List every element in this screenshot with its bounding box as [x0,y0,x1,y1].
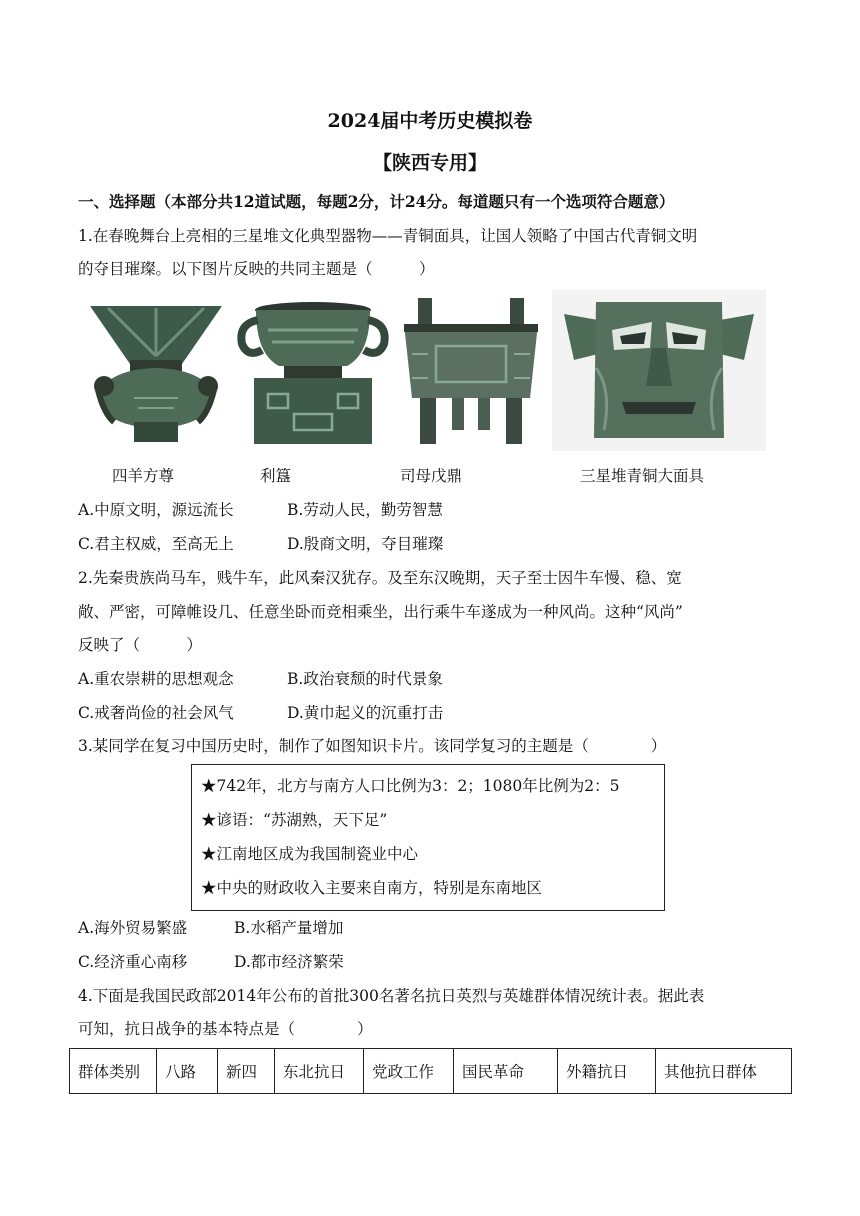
q2-stem-line1: 2.先秦贵族尚马车，贱牛车，此风秦汉犹存。及至东汉晚期，天子至士因牛车慢、稳、宽 [78,569,682,587]
heroes-statistics-table [69,1048,792,1094]
q1-option-b[interactable]: B.劳动人民，勤劳智慧 [287,501,443,519]
q3-option-c[interactable]: C.经济重心南移 [78,953,188,971]
section-heading: 一、选择题（本部分共12道试题，每题2分，计24分。每道题只有一个选项符合题意） [78,192,675,211]
table-header-row [70,1049,792,1094]
table-header-cell: 八路 [157,1049,218,1094]
q2-stem-line2: 敞、严密，可障帷设几、任意坐卧而竞相乘坐，出行乘牛车遂成为一种风尚。这种“风尚” [78,603,683,621]
li-gui-image [234,294,392,450]
q4-stem-line2: 可知，抗日战争的基本特点是（ ） [78,1020,373,1038]
q2-option-c[interactable]: C.戒奢尚俭的社会风气 [78,704,234,722]
q1-stem-line2: 的夺目璀璨。以下图片反映的共同主题是（ ） [78,260,435,278]
page-title: 2024届中考历史模拟卷 [327,110,533,132]
sanxingdui-mask-image [552,290,766,451]
q2-option-b[interactable]: B.政治衰颓的时代景象 [287,670,443,688]
q1-option-c[interactable]: C.君主权威，至高无上 [78,535,234,553]
q3-option-b[interactable]: B.水稻产量增加 [234,919,344,937]
q4-stem-line1: 4.下面是我国民政部2014年公布的首批300名著名抗日英烈与英雄群体情况统计表。据此表 [78,987,705,1005]
simuwu-ding-image [392,294,550,450]
table-header-cell: 其他抗日群体 [656,1049,792,1094]
caption-four-sheep-zun: 四羊方尊 [112,467,175,485]
table-header-cell: 新四 [218,1049,275,1094]
caption-li-gui: 利簋 [260,467,292,485]
four-sheep-zun-image [78,294,234,450]
table-header-cell: 外籍抗日 [558,1049,656,1094]
card-item: ★江南地区成为我国制瓷业中心 [201,845,419,863]
q3-option-d[interactable]: D.都市经济繁荣 [234,953,344,971]
card-item: ★谚语：“苏湖熟，天下足” [201,811,388,829]
caption-simuwu-ding: 司母戊鼎 [400,467,463,485]
card-item: ★中央的财政收入主要来自南方，特别是东南地区 [201,879,543,897]
q1-option-d[interactable]: D.殷商文明，夺目璀璨 [287,535,444,553]
q1-stem-line1: 1.在春晚舞台上亮相的三星堆文化典型器物——青铜面具，让国人领略了中国古代青铜文明 [78,227,698,245]
table-header-cell: 国民革命 [454,1049,558,1094]
page-subtitle: 【陕西专用】 [372,152,487,174]
table-header-cell: 党政工作 [364,1049,454,1094]
q1-option-a[interactable]: A.中原文明，源远流长 [78,501,234,519]
knowledge-card [191,764,665,911]
q3-stem: 3.某同学在复习中国历史时，制作了如图知识卡片。该同学复习的主题是（ ） [78,737,667,755]
q2-option-a[interactable]: A.重农崇耕的思想观念 [78,670,234,688]
table-header-cell: 群体类别 [70,1049,157,1094]
q2-stem-line3: 反映了（ ） [78,636,203,654]
q3-option-a[interactable]: A.海外贸易繁盛 [78,919,188,937]
caption-sanxingdui-mask: 三星堆青铜大面具 [580,467,705,485]
table-header-cell: 东北抗日 [275,1049,364,1094]
card-item: ★742年，北方与南方人口比例为3：2；1080年比例为2：5 [201,777,620,795]
q2-option-d[interactable]: D.黄巾起义的沉重打击 [287,704,444,722]
